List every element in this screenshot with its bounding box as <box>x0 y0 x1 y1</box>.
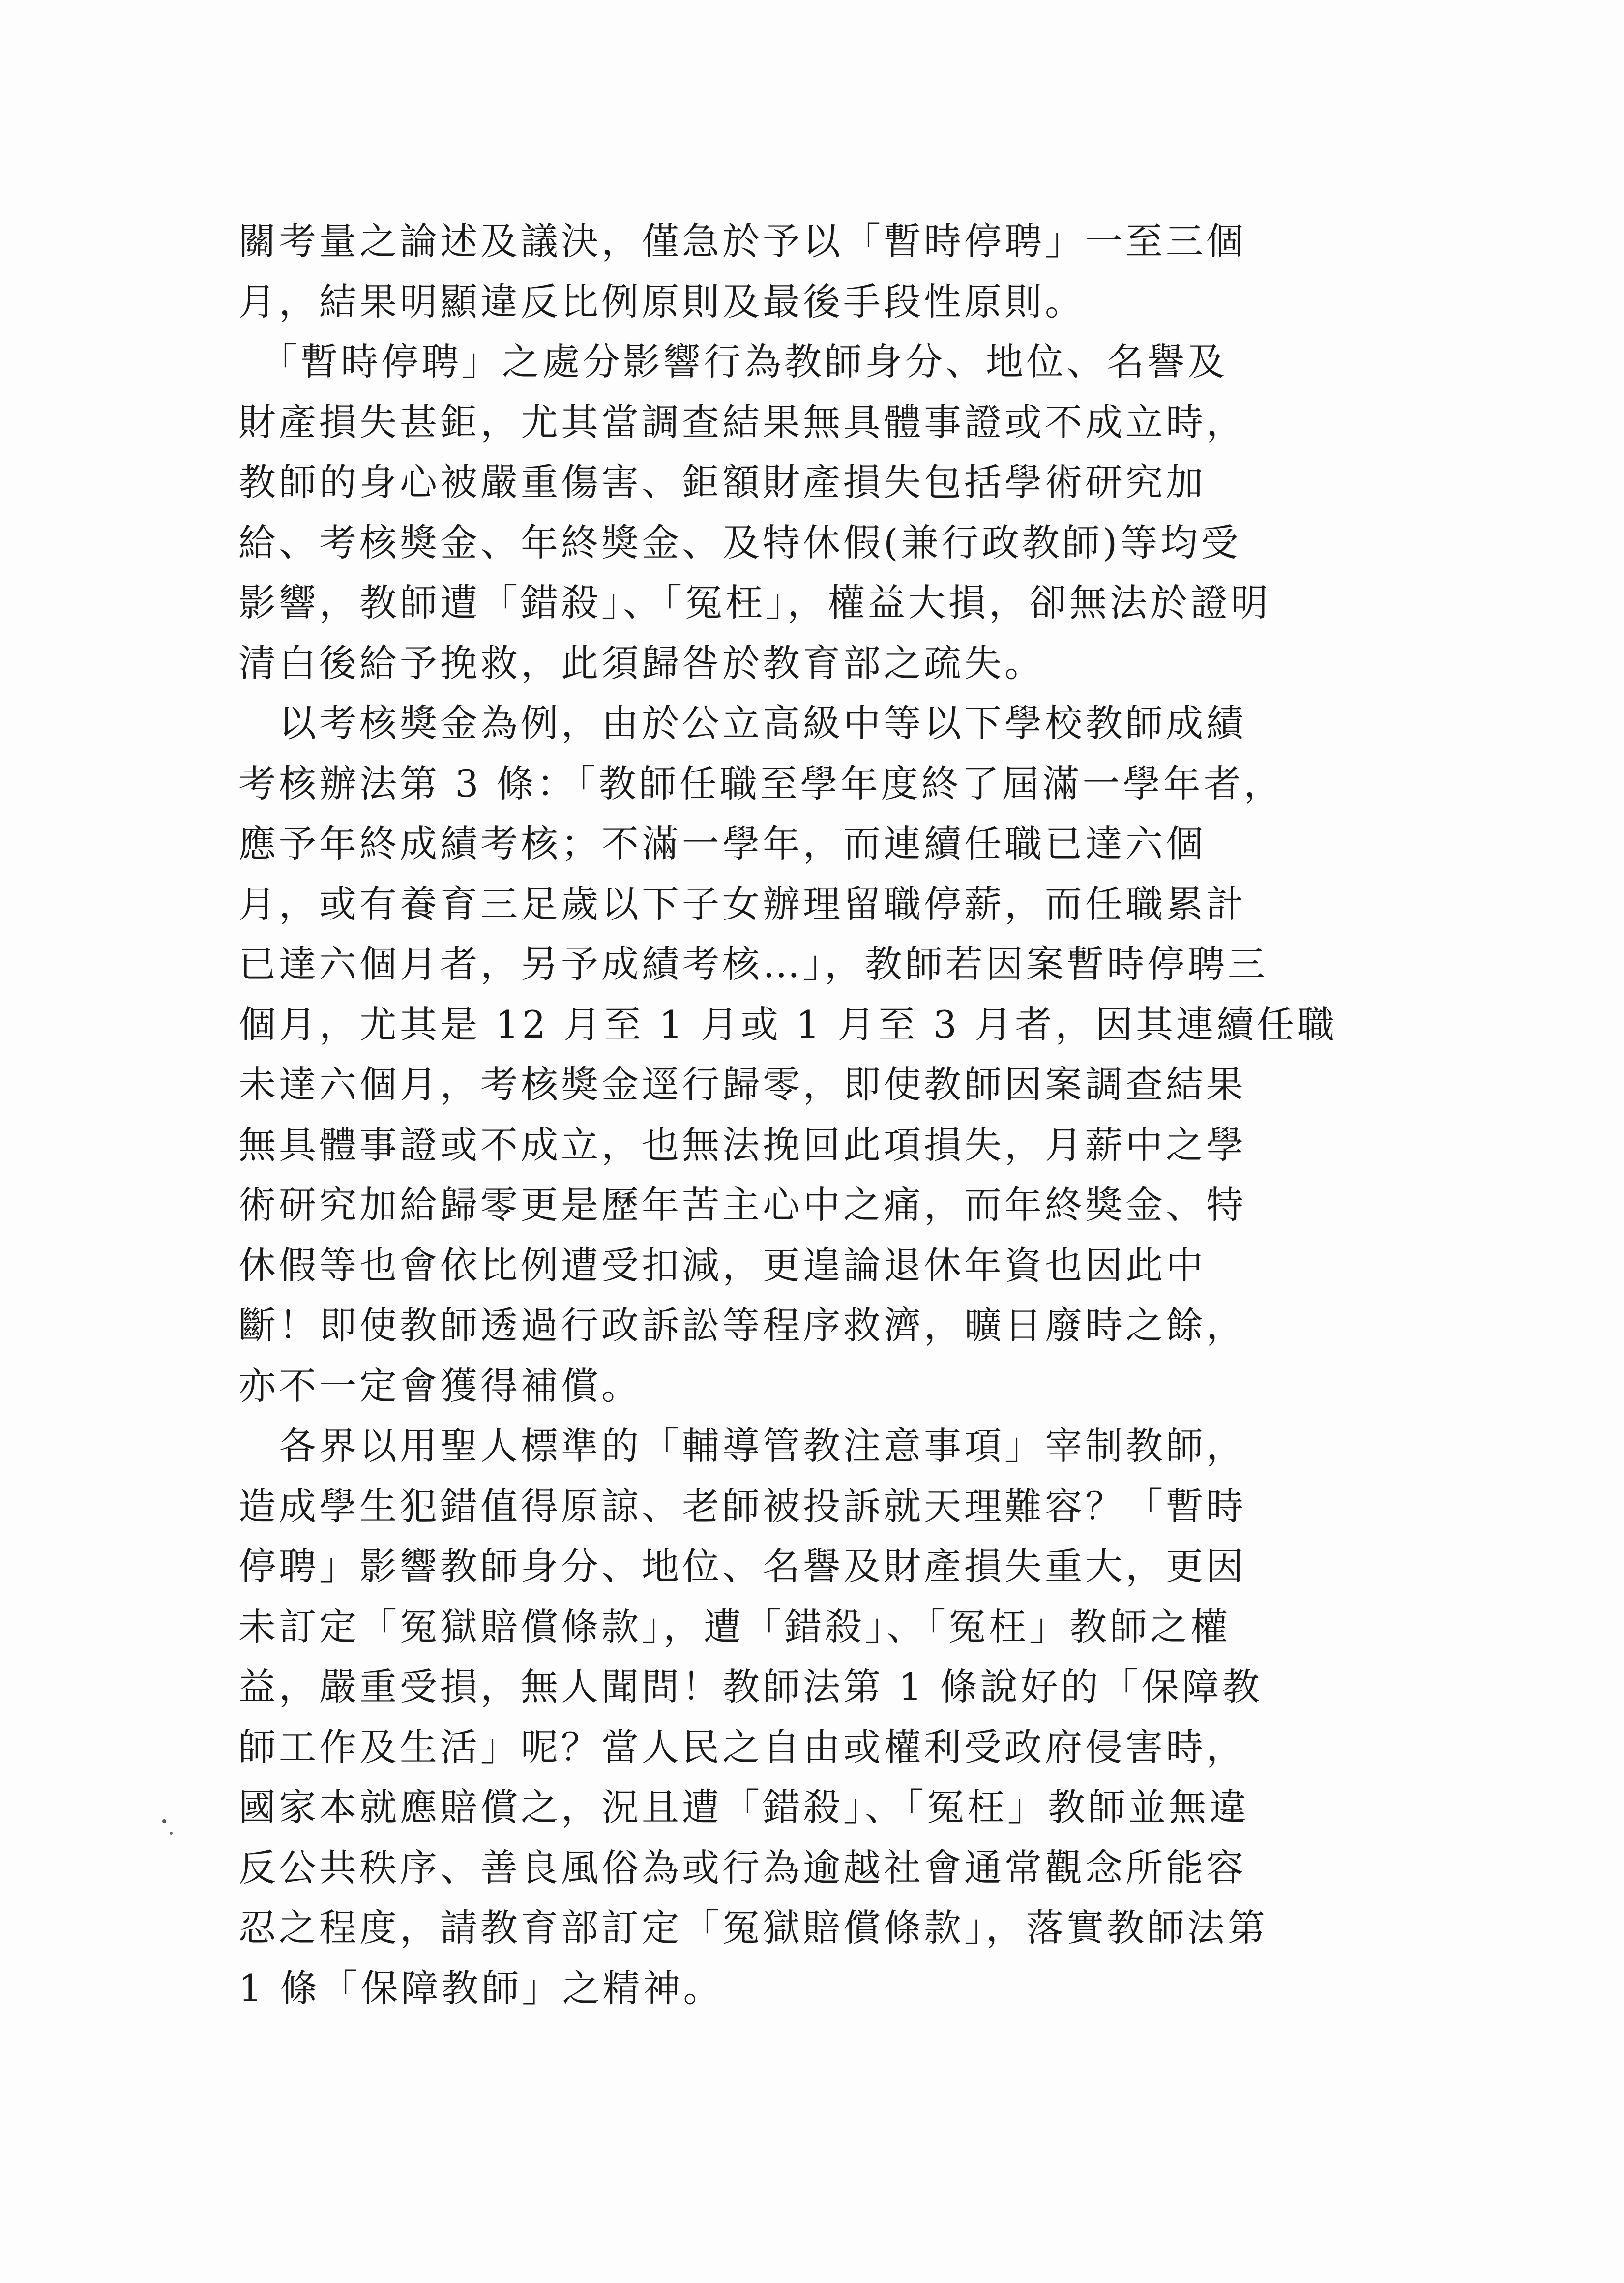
text-line: 術研究加給歸零更是歷年苦主心中之痛，而年終獎金、特 <box>238 1183 1246 1227</box>
scan-speck <box>170 1832 173 1835</box>
text-line: 影響，教師遭「錯殺」、「冤枉」，權益大損，卻無法於證明 <box>238 581 1271 624</box>
text-line: 未達六個月，考核獎金逕行歸零，即使教師因案調查結果 <box>238 1063 1246 1106</box>
text-line: 已達六個月者，另予成績考核…」，教師若因案暫時停聘三 <box>238 942 1268 986</box>
text-line: 教師的身心被嚴重傷害、鉅額財產損失包括學術研究加 <box>238 460 1206 504</box>
text-line: 亦不一定會獲得補償。 <box>238 1364 642 1408</box>
text-line: 個月，尤其是 12 月至 1 月或 1 月至 3 月者，因其連續任職 <box>238 1002 1338 1046</box>
text-line: 財產損失甚鉅，尤其當調查結果無具體事證或不成立時， <box>238 400 1246 444</box>
text-line: 月，或有養育三足歲以下子女辦理留職停薪，而任職累計 <box>238 882 1246 926</box>
text-line: 應予年終成績考核；不滿一學年，而連續任職已達六個 <box>238 822 1206 865</box>
text-line: 師工作及生活」呢？當人民之自由或權利受政府侵害時， <box>238 1725 1246 1769</box>
text-line: 未訂定「冤獄賠償條款」，遭「錯殺」、「冤枉」教師之權 <box>238 1604 1231 1649</box>
text-line: 「暫時停聘」之處分影響行為教師身分、地位、名譽及 <box>238 340 1228 384</box>
text-line: 給、考核獎金、年終獎金、及特休假(兼行政教師)等均受 <box>238 520 1241 564</box>
text-line: 關考量之論述及議決，僅急於予以「暫時停聘」一至三個 <box>238 219 1246 263</box>
text-line: 國家本就應賠償之，況且遭「錯殺」、「冤枉」教師並無違 <box>238 1785 1249 1829</box>
text-line: 反公共秩序、善良風俗為或行為逾越社會通常觀念所能容 <box>238 1845 1246 1890</box>
text-line: 停聘」影響教師身分、地位、名譽及財產損失重大，更因 <box>238 1544 1246 1588</box>
text-line: 考核辦法第 3 條：「教師任職至學年度終了屆滿一學年者， <box>238 761 1284 805</box>
text-line: 無具體事證或不成立，也無法挽回此項損失，月薪中之學 <box>238 1123 1246 1167</box>
text-line: 忍之程度，請教育部訂定「冤獄賠償條款」，落實教師法第 <box>238 1906 1268 1950</box>
document-body <box>238 211 1379 2018</box>
text-line: 清白後給予挽救，此須歸咎於教育部之疏失。 <box>238 641 1045 685</box>
text-line: 斷！即使教師透過行政訴訟等程序救濟，曠日廢時之餘， <box>238 1304 1246 1347</box>
text-line: 休假等也會依比例遭受扣減，更遑論退休年資也因此中 <box>238 1243 1206 1287</box>
text-line: 造成學生犯錯值得原諒、老師被投訴就天理難容？「暫時 <box>238 1484 1246 1528</box>
text-line: 以考核獎金為例，由於公立高級中等以下學校教師成績 <box>238 701 1246 745</box>
text-line: 月，結果明顯違反比例原則及最後手段性原則。 <box>238 279 1085 324</box>
scan-speck <box>162 1819 166 1823</box>
text-line: 各界以用聖人標準的「輔導管教注意事項」宰制教師， <box>238 1424 1246 1468</box>
text-line: 益，嚴重受損，無人聞問！教師法第 1 條說好的「保障教 <box>238 1665 1263 1709</box>
text-line: 1 條「保障教師」之精神。 <box>238 1966 724 2010</box>
